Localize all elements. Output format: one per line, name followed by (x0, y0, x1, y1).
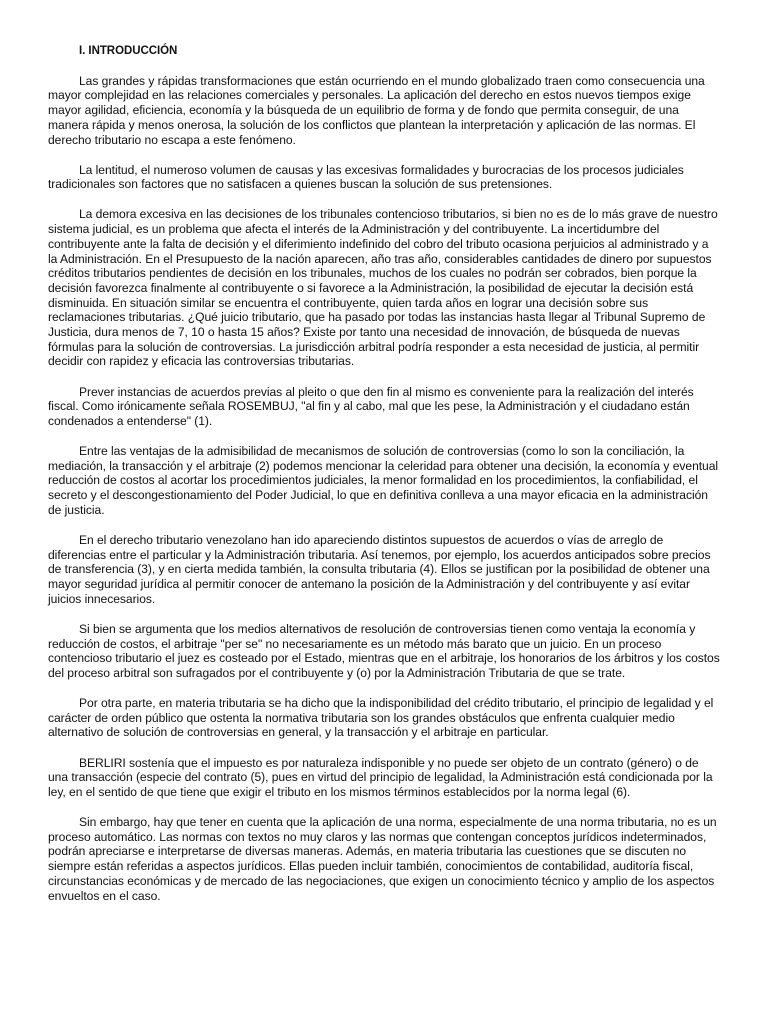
paragraph-5: Entre las ventajas de la admisibilidad de mecanismos de solución de controversias (como lo son la conciliación, la mediación, la transacción y el arbitraje (2) podemos mencionar la celeridad para obtener una decisión, la economía y eventual reducción de costos al acortar los procedimientos judiciales, la menor formalidad en los procedimientos, la confiabilidad, el secreto y el descongestionamiento del Poder Judicial, lo que en definitiva conlleva a una mayor eficacia en la administración de justicia. (48, 444, 719, 517)
paragraph-8: Por otra parte, en materia tributaria se ha dicho que la indisponibilidad del crédito tributario, el principio de legalidad y el carácter de orden público que ostenta la normativa tributaria son los grandes obstáculos que enfrenta cualquier medio alternativo de solución de controversias en general, y la transacción y el arbitraje en particular. (48, 696, 714, 740)
paragraph-1: Las grandes y rápidas transformaciones que están ocurriendo en el mundo globalizado traen como consecuencia una mayor complejidad en las relaciones comerciales y personales. La aplicación del derecho en estos nuevos tiempos exige mayor agilidad, eficiencia, economía y la búsqueda de un equilibrio de forma y de fondo que permita conseguir, de una manera rápida y menos onerosa, la solución de los conflictos que plantean la interpretación y aplicación de las normas. El derecho tributario no escapa a este fenómeno. (48, 73, 705, 147)
paragraph-6: En el derecho tributario venezolano han ido apareciendo distintos supuestos de acuerdos o vías de arreglo de diferencias entre el particular y la Administración tributaria. Así tenemos, por ejemplo, los acuerdos anticipados sobre precios de transferencia (3), y en cierta medida también, la consulta tributaria (4). Ellos se justifican por la posibilidad de obtener una mayor seguridad jurídica al permitir conocer de antemano la posición de la Administración y del contribuyente y así evitar juicios innecesarios. (48, 532, 711, 606)
paragraph-10: Sin embargo, hay que tener en cuenta que la aplicación de una norma, especialmente de una norma tributaria, no es un proceso automático. Las normas con textos no muy claros y las normas que contengan conceptos jurídicos indeterminados, podrán apreciarse e interpretarse de diversas maneras. Además, en materia tributaria las cuestiones que se discuten no siempre están referidas a aspectos jurídicos. Ellas pueden incluir también, conocimientos de contabilidad, auditoría fiscal, circunstancias económicas y de mercado de las negociaciones, que exigen un conocimiento técnico y amplio de los aspectos envueltos en el caso. (48, 815, 717, 903)
paragraph-9: BERLIRI sostenía que el impuesto es por naturaleza indisponible y no puede ser objeto de un contrato (género) o de una transacción (especie del contrato (5), pues en virtud del principio de legalidad, la Administración está condicionada por la ley, en el sentido de que tiene que exigir el tributo en los mismos términos establecidos por la norma legal (6). (48, 755, 713, 799)
paragraph-3: La demora excesiva en las decisiones de los tribunales contencioso tributarios, si bien no es de lo más grave de nuestro sistema judicial, es un problema que afecta el interés de la Administración y del contribuyente. La incertidumbre del contribuyente ante la falta de decisión y el diferimiento indefinido del cobro del tributo ocasiona perjuicios al administrado y a la Administración. En el Presupuesto de la nación aparecen, año tras año, considerables cantidades de dinero por supuestos créditos tributarios pendientes de decisión en los tribunales, muchos de los cuales no podrán ser cobrados, bien porque la decisión favorezca finalmente al contribuyente o si favorece a la Administración, la posibilidad de ejecutar la decisión está disminuida. En situación similar se encuentra el contribuyente, quien tarda años en lograr una decisión sobre sus reclamaciones tributarias. ¿Qué juicio tributario, que ha pasado por todas las instancias hasta llegar al Tribunal Supremo de Justicia, dura menos de 7, 10 o hasta 15 años? Existe por tanto una necesidad de innovación, de búsqueda de nuevas fórmulas para la solución de controversias. La jurisdicción arbitral podría responder a esta necesidad de justicia, al permitir decidir con rapidez y eficacia las controversias tributarias. (48, 207, 718, 369)
document-page (48, 44, 720, 919)
paragraph-2: La lentitud, el numeroso volumen de causas y las excesivas formalidades y burocracias de los procesos judiciales tradicionales son factores que no satisfacen a quienes buscan la solución de sus pretensiones. (48, 162, 684, 192)
paragraph-7: Si bien se argumenta que los medios alternativos de resolución de controversias tienen como ventaja la economía y reducción de costos, el arbitraje "per se" no necesariamente es un método más barato que un juicio. En un proceso contencioso tributario el juez es costeado por el Estado, mientras que en el arbitraje, los honorarios de los árbitros y los costos del proceso arbitral son sufragados por el contribuyente y (o) por la Administración Tributaria de que se trate. (48, 621, 720, 680)
paragraph-4: Prever instancias de acuerdos previas al pleito o que den fin al mismo es conveniente para la realización del interés fiscal. Como irónicamente señala ROSEMBUJ, "al fin y al cabo, mal que les pese, la Administración y el ciudadano están condenados a entenderse" (1). (48, 384, 694, 428)
section-heading: I. INTRODUCCIÓN (79, 45, 178, 57)
